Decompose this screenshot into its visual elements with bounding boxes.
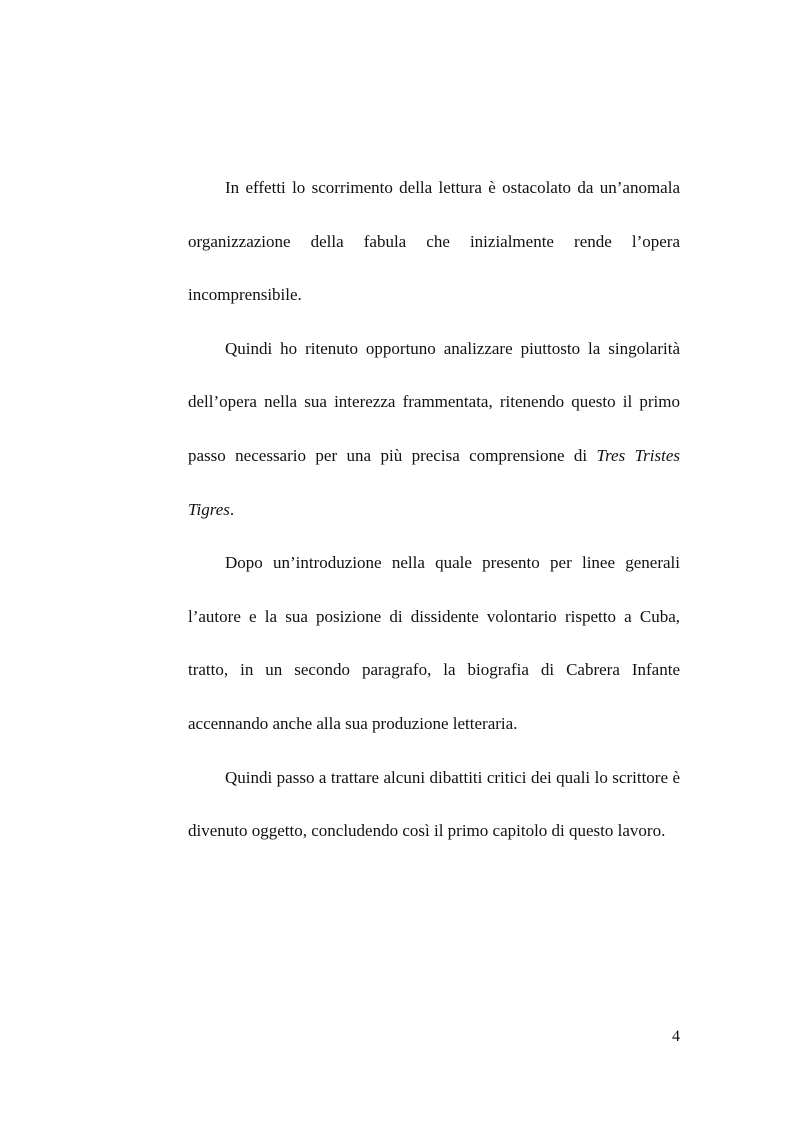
paragraph-2-end: .: [229, 499, 235, 519]
paragraph-4: Quindi passo a trattare alcuni dibattiti critici dei quali lo scrittore è divenuto oggetto, concludendo così il primo capitolo di questo lavoro.: [188, 767, 680, 841]
page-number: 4: [672, 1028, 680, 1045]
paragraph-2: [188, 322, 680, 536]
paragraph-1: In effetti lo scorrimento della lettura è ostacolato da un’anomala organizzazione della fabula che inizialmente rende l’opera incomprensibile.: [188, 178, 680, 305]
body-text: [188, 161, 680, 858]
book-title: Tres Tristes Tigres: [188, 445, 680, 519]
paragraph-3: Dopo un’introduzione nella quale presento per linee generali l’autore e la sua posizione di dissidente volontario rispetto a Cuba, tratto, in un secondo paragrafo, la biografia di Cabrera Infante accennando anche alla sua produzione letteraria.: [188, 553, 680, 733]
paragraph-2-text: Quindi ho ritenuto opportuno analizzare piuttosto la singolarità dell’opera nella sua interezza frammentata, ritenendo questo il primo passo necessario per una più precisa comprensione di: [188, 338, 680, 465]
